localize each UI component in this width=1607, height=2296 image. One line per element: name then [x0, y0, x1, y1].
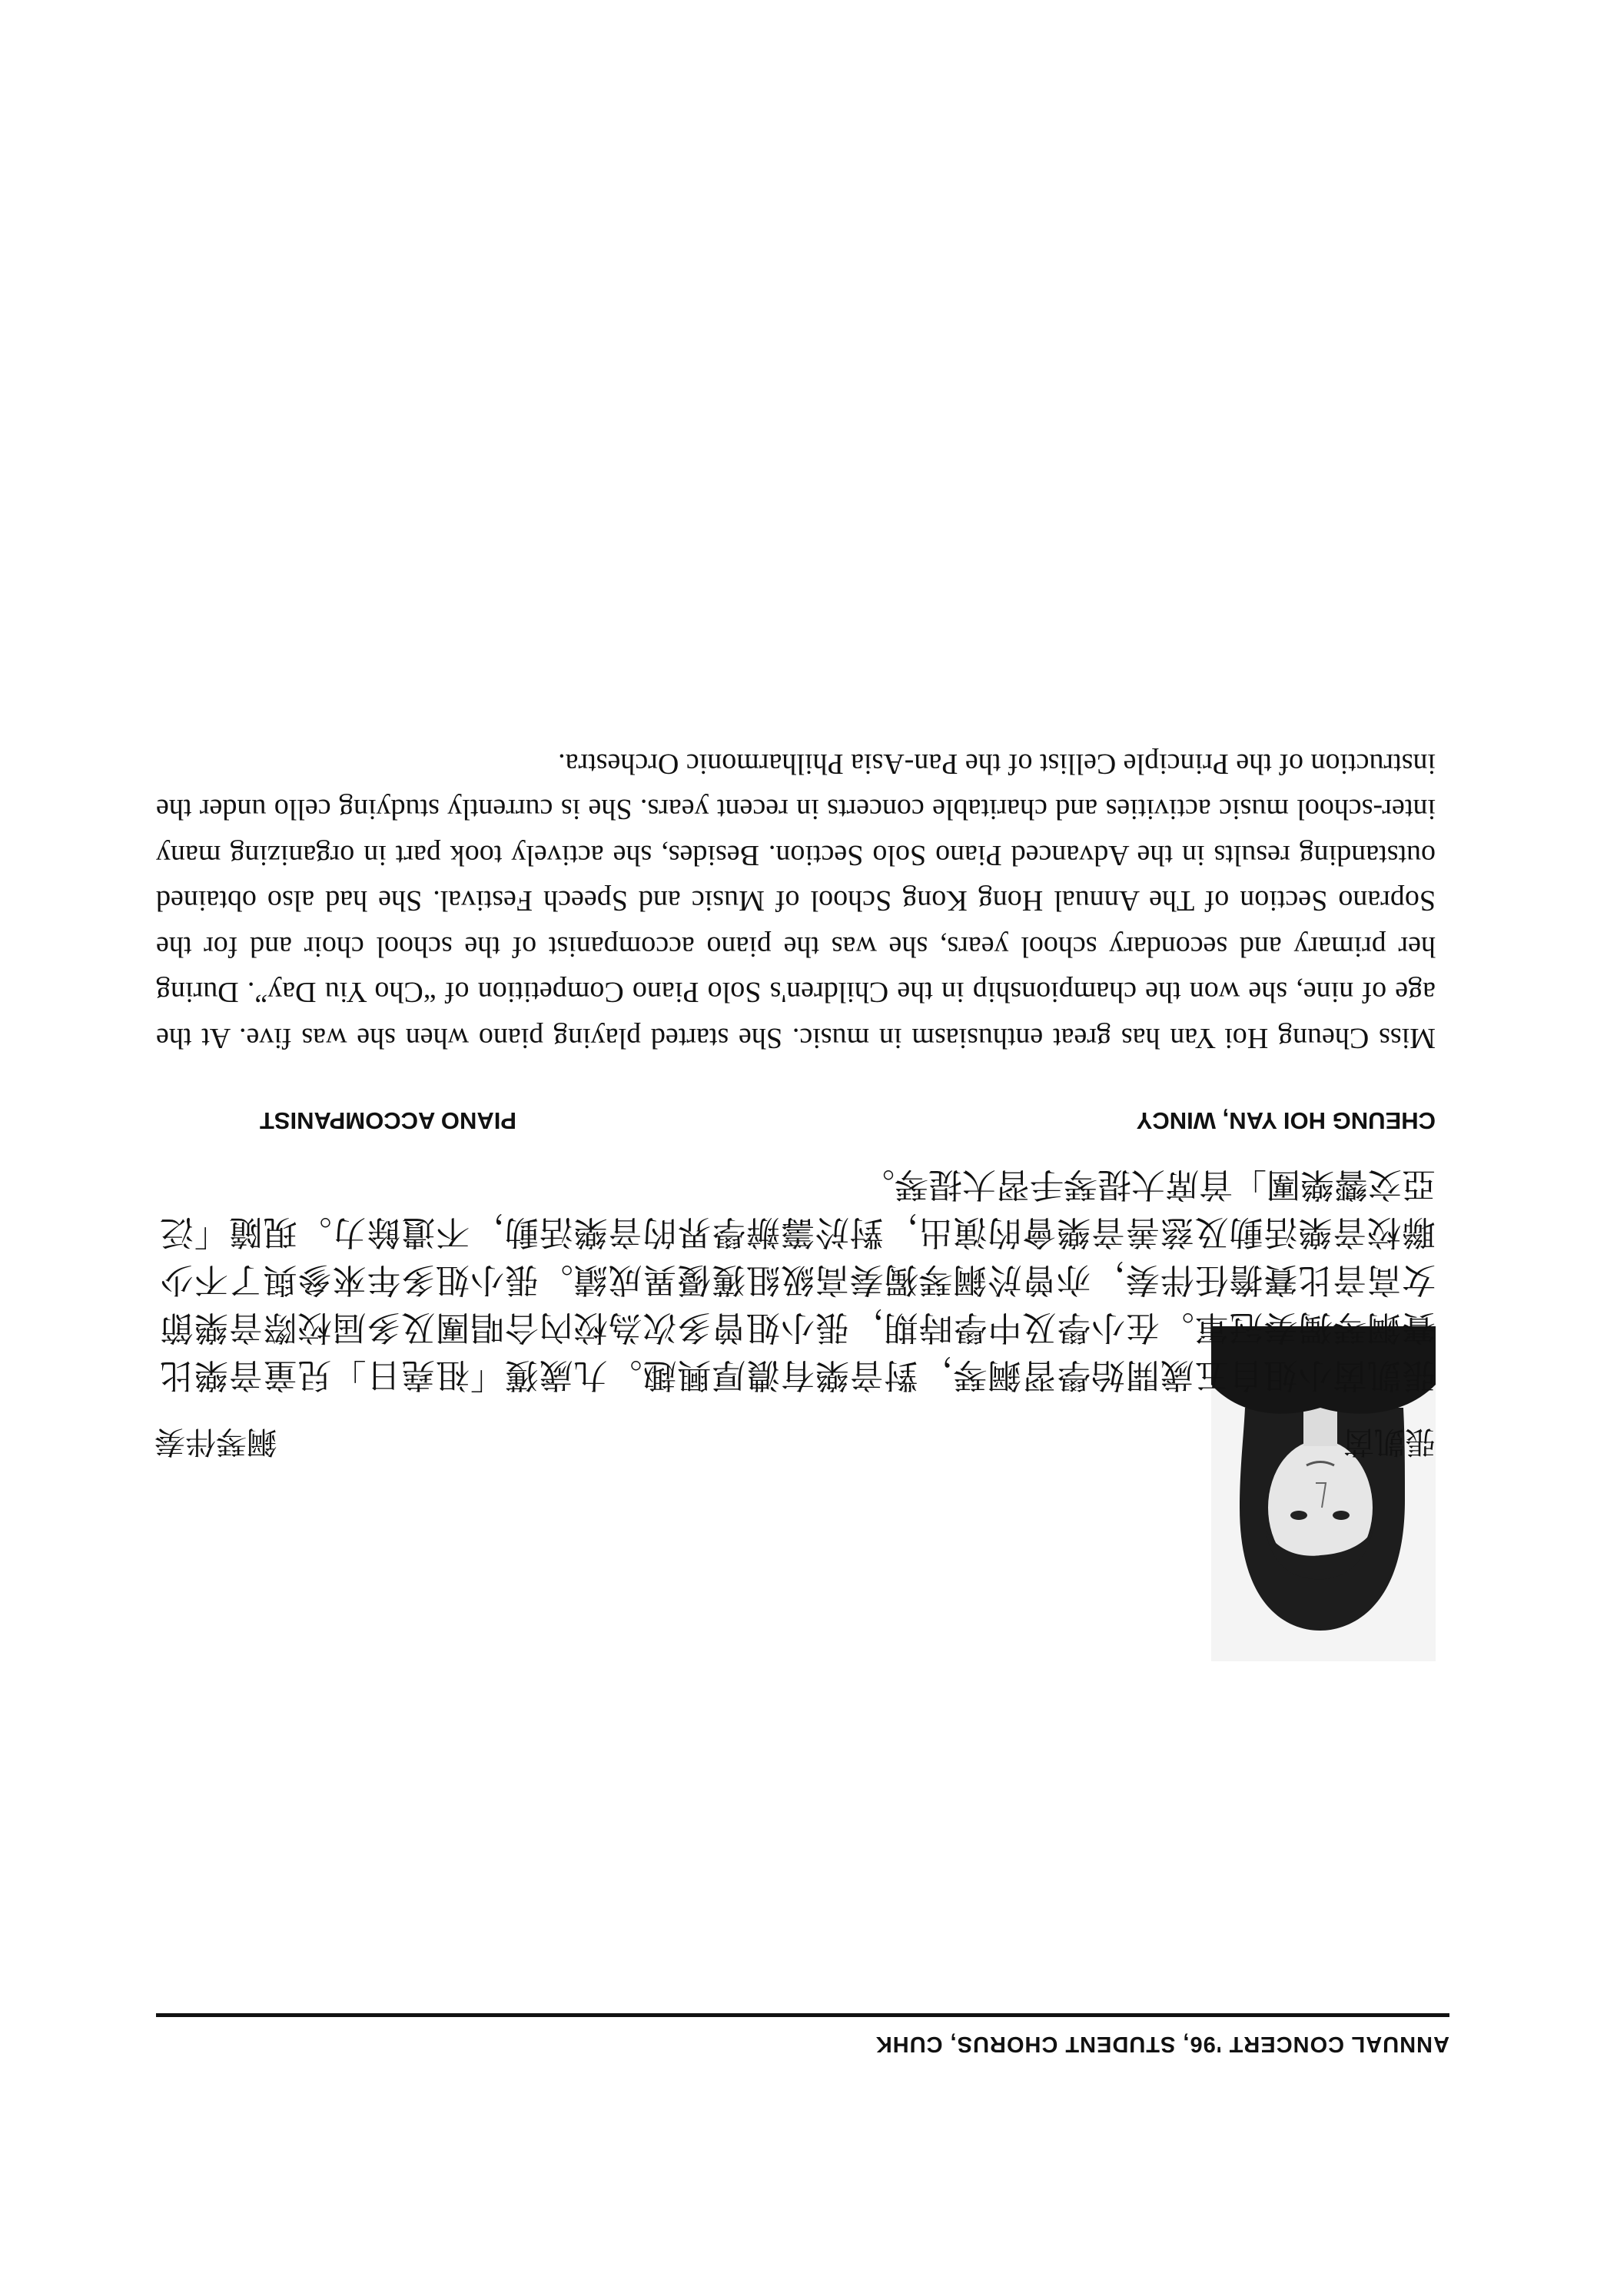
- chinese-name: 張凱茵: [1343, 1424, 1436, 1459]
- chinese-biography: 張凱茵小姐自五歲開始學習鋼琴，對音樂有濃厚興趣。九歲獲「祖堯日」兒童音樂比賽鋼琴獨奏冠軍。在小學及中學時期，張小姐曾多次為校內合唱團及多屆校際音樂節女高音比賽擔任伴奏，亦曾於鋼琴獨奏高級組獲優異成績。張小姐多年來參與了不少聯校音樂活動及慈善音樂會的演出，對於籌辦學界的音樂活動，不遺餘力。現隨「泛亞交響樂團」首席大提琴手習大提琴。: [160, 1165, 1436, 1395]
- header-rule: [156, 2013, 1449, 2017]
- english-role: PIANO ACCOMPANIST: [259, 1107, 516, 1134]
- english-biography: Miss Cheung Hoi Yan has great enthusiasm in music. She started playing piano when she was five. At the age of nine, she won the championship in the Children's Solo Piano Competition of “Cho Yiu Day”. During her primary and secondary school years, she was the piano accompanist of the school choir and for the Soprano Section of The Annual Hong Kong School of Music and Speech Festival. She had also obtained outstanding results in the Advanced Piano Solo Section. Besides, she actively took part in organizing many inter-school music activities and charitable concerts in recent years. She is currently studying cello under the instruction of the Principle Cellist of the Pan-Asia Philharmonic Orchestra.: [156, 748, 1436, 1054]
- page-header: ANNUAL CONCERT '96, STUDENT CHORUS, CUHK: [875, 2032, 1449, 2056]
- chinese-role: 鋼琴伴奏: [154, 1424, 277, 1459]
- english-name: CHEUNG HOI YAN, WINCY: [1136, 1107, 1436, 1134]
